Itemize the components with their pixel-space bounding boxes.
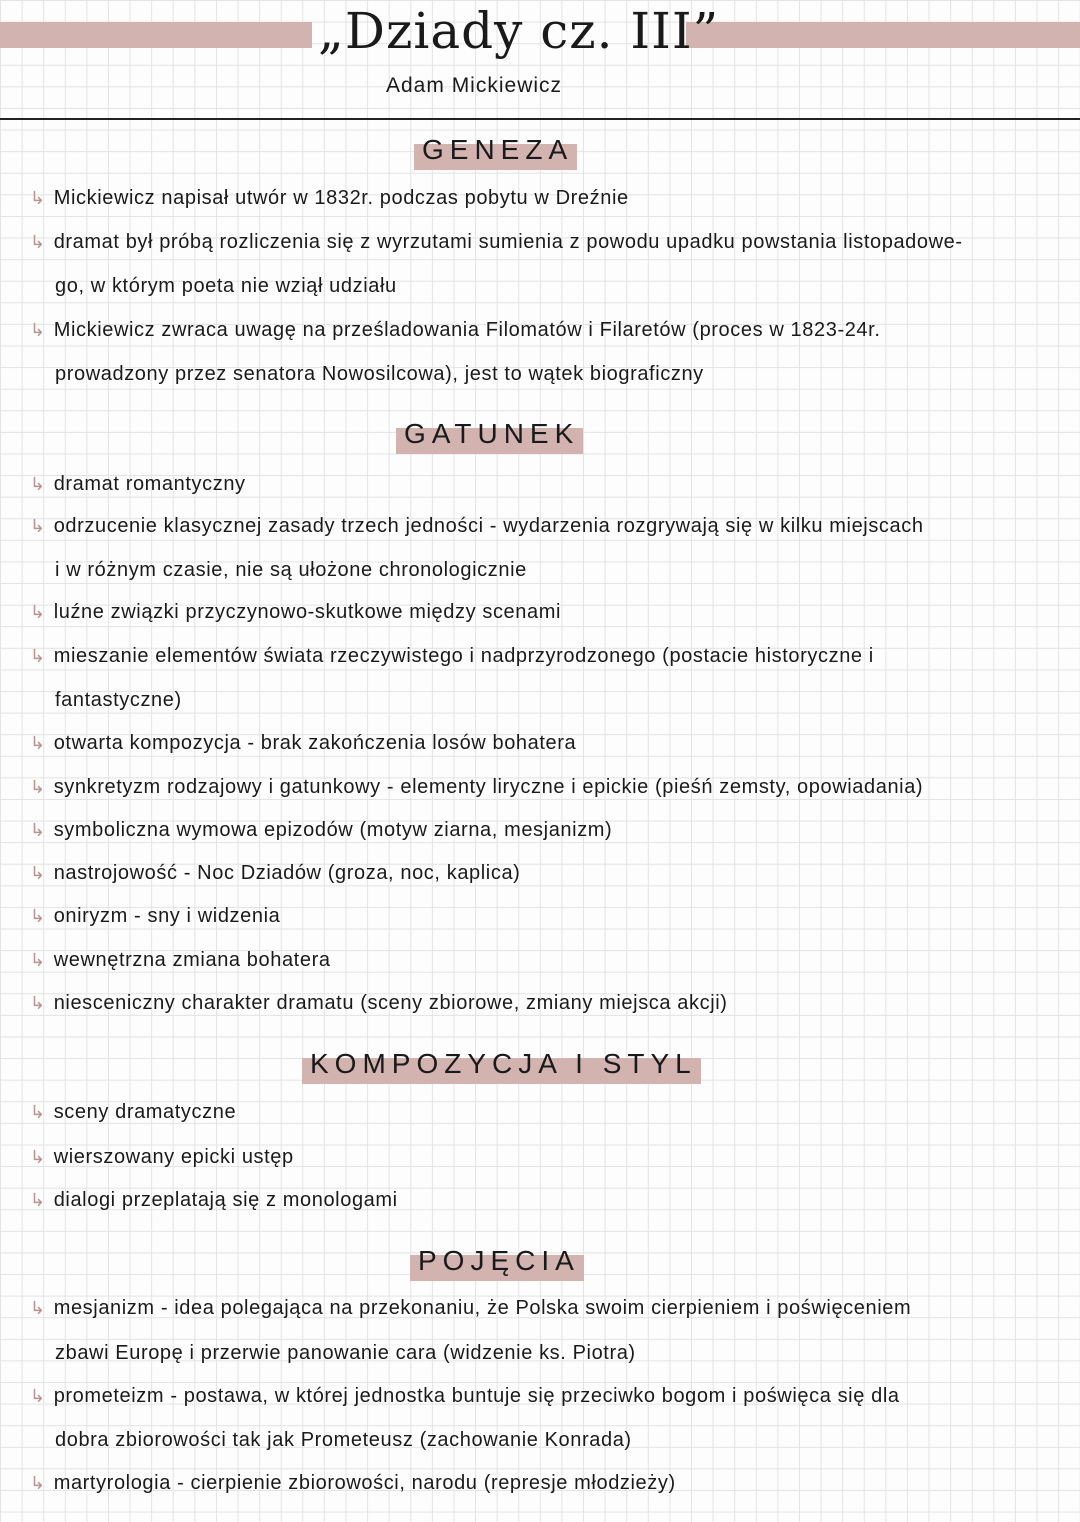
- list-item-text: Mickiewicz zwraca uwagę na prześladowania Filomatów i Filaretów (proces w 1823-24r.: [53, 319, 881, 341]
- list-item: [30, 904, 280, 928]
- page-title: „Dziady cz. III”: [318, 2, 720, 60]
- list-item-continuation: [55, 558, 527, 582]
- list-item: [30, 1471, 676, 1495]
- list-item-continuation: [55, 274, 397, 298]
- list-item-text: nastrojowość - Noc Dziadów (groza, noc, kaplica): [53, 862, 521, 884]
- arrow-return-right-icon: ↳: [30, 906, 46, 926]
- section-heading-text: GENEZA: [422, 134, 574, 165]
- list-item-text: oniryzm - sny i widzenia: [53, 905, 281, 927]
- arrow-return-right-icon: ↳: [30, 1386, 46, 1406]
- list-item: [30, 230, 963, 254]
- list-item-continuation: [55, 688, 182, 712]
- arrow-return-right-icon: ↳: [30, 1190, 46, 1210]
- section-heading-text: POJĘCIA: [418, 1245, 580, 1276]
- arrow-return-right-icon: ↳: [30, 1298, 46, 1318]
- list-item: [30, 186, 629, 210]
- list-item-text: symboliczna wymowa epizodów (motyw ziarna, mesjanizm): [53, 819, 613, 841]
- list-item-text: dobra zbiorowości tak jak Prometeusz (zachowanie Konrada): [55, 1429, 632, 1451]
- arrow-return-right-icon: ↳: [30, 1147, 46, 1167]
- list-item-text: zbawi Europę i przerwie panowanie cara (widzenie ks. Piotra): [55, 1342, 636, 1364]
- list-item: [30, 600, 561, 624]
- list-item-text: wierszowany epicki ustęp: [53, 1146, 294, 1168]
- list-item-text: Mickiewicz napisał utwór w 1832r. podczas pobytu w Dreźnie: [53, 187, 629, 209]
- list-item: [30, 861, 520, 885]
- list-item-text: martyrologia - cierpienie zbiorowości, narodu (represje młodzieży): [53, 1472, 676, 1494]
- list-item-text: synkretyzm rodzajowy i gatunkowy - elementy liryczne i epickie (pieśń zemsty, opowiadania): [53, 776, 924, 798]
- arrow-return-right-icon: ↳: [30, 646, 46, 666]
- arrow-return-right-icon: ↳: [30, 820, 46, 840]
- list-item: [30, 731, 576, 755]
- arrow-return-right-icon: ↳: [30, 993, 46, 1013]
- list-item-text: wewnętrzna zmiana bohatera: [53, 949, 331, 971]
- list-item-text: go, w którym poeta nie wziął udziału: [55, 275, 397, 297]
- section-heading: [418, 1245, 580, 1277]
- section-heading: [310, 1048, 697, 1080]
- arrow-return-right-icon: ↳: [30, 777, 46, 797]
- arrow-return-right-icon: ↳: [30, 1473, 46, 1493]
- list-item-text: niesceniczny charakter dramatu (sceny zbiorowe, zmiany miejsca akcji): [53, 992, 728, 1014]
- arrow-return-right-icon: ↳: [30, 863, 46, 883]
- list-item: [30, 818, 612, 842]
- list-item-text: mieszanie elementów świata rzeczywistego i nadprzyrodzonego (postacie historyczne i: [53, 645, 874, 667]
- arrow-return-right-icon: ↳: [30, 602, 46, 622]
- list-item-text: dramat romantyczny: [53, 473, 246, 495]
- list-item: [30, 644, 874, 668]
- list-item-text: otwarta kompozycja - brak zakończenia losów bohatera: [53, 732, 577, 754]
- section-heading-text: GATUNEK: [404, 418, 580, 449]
- section-heading-text: KOMPOZYCJA I STYL: [310, 1048, 697, 1079]
- arrow-return-right-icon: ↳: [30, 320, 46, 340]
- list-item-text: odrzucenie klasycznej zasady trzech jedności - wydarzenia rozgrywają się w kilku miejscach: [53, 515, 924, 537]
- list-item: [30, 318, 880, 342]
- arrow-return-right-icon: ↳: [30, 733, 46, 753]
- arrow-return-right-icon: ↳: [30, 516, 46, 536]
- list-item: [30, 775, 923, 799]
- arrow-return-right-icon: ↳: [30, 232, 46, 252]
- author: Adam Mickiewicz: [386, 74, 563, 97]
- title-highlight-right: [686, 22, 1080, 48]
- list-item: [30, 1296, 911, 1320]
- arrow-return-right-icon: ↳: [30, 950, 46, 970]
- list-item: [30, 1188, 398, 1212]
- section-heading: [404, 418, 579, 450]
- list-item: [30, 948, 331, 972]
- list-item-text: dramat był próbą rozliczenia się z wyrzutami sumienia z powodu upadku powstania listopadowe-: [53, 231, 963, 253]
- list-item-text: mesjanizm - idea polegająca na przekonaniu, że Polska swoim cierpieniem i poświęceniem: [53, 1297, 912, 1319]
- arrow-return-right-icon: ↳: [30, 188, 46, 208]
- list-item-continuation: [55, 362, 704, 386]
- list-item-continuation: [55, 1428, 632, 1452]
- list-item-text: luźne związki przyczynowo-skutkowe między scenami: [53, 601, 562, 623]
- title-highlight-left: [0, 22, 312, 48]
- list-item-text: prowadzony przez senatora Nowosilcowa), jest to wątek biograficzny: [55, 363, 704, 385]
- section-heading: [422, 134, 573, 166]
- divider: [0, 118, 1080, 120]
- list-item-text: dialogi przeplatają się z monologami: [53, 1189, 398, 1211]
- list-item-text: i w różnym czasie, nie są ułożone chronologicznie: [55, 559, 527, 581]
- list-item: [30, 472, 246, 496]
- list-item: [30, 514, 924, 538]
- list-item-text: fantastyczne): [55, 689, 182, 711]
- arrow-return-right-icon: ↳: [30, 474, 46, 494]
- list-item-text: prometeizm - postawa, w której jednostka buntuje się przeciwko bogom i poświęca się dla: [53, 1385, 900, 1407]
- arrow-return-right-icon: ↳: [30, 1102, 46, 1122]
- list-item-continuation: [55, 1341, 636, 1365]
- list-item: [30, 1100, 236, 1124]
- list-item: [30, 1384, 900, 1408]
- list-item-text: sceny dramatyczne: [53, 1101, 237, 1123]
- list-item: [30, 1145, 294, 1169]
- list-item: [30, 991, 728, 1015]
